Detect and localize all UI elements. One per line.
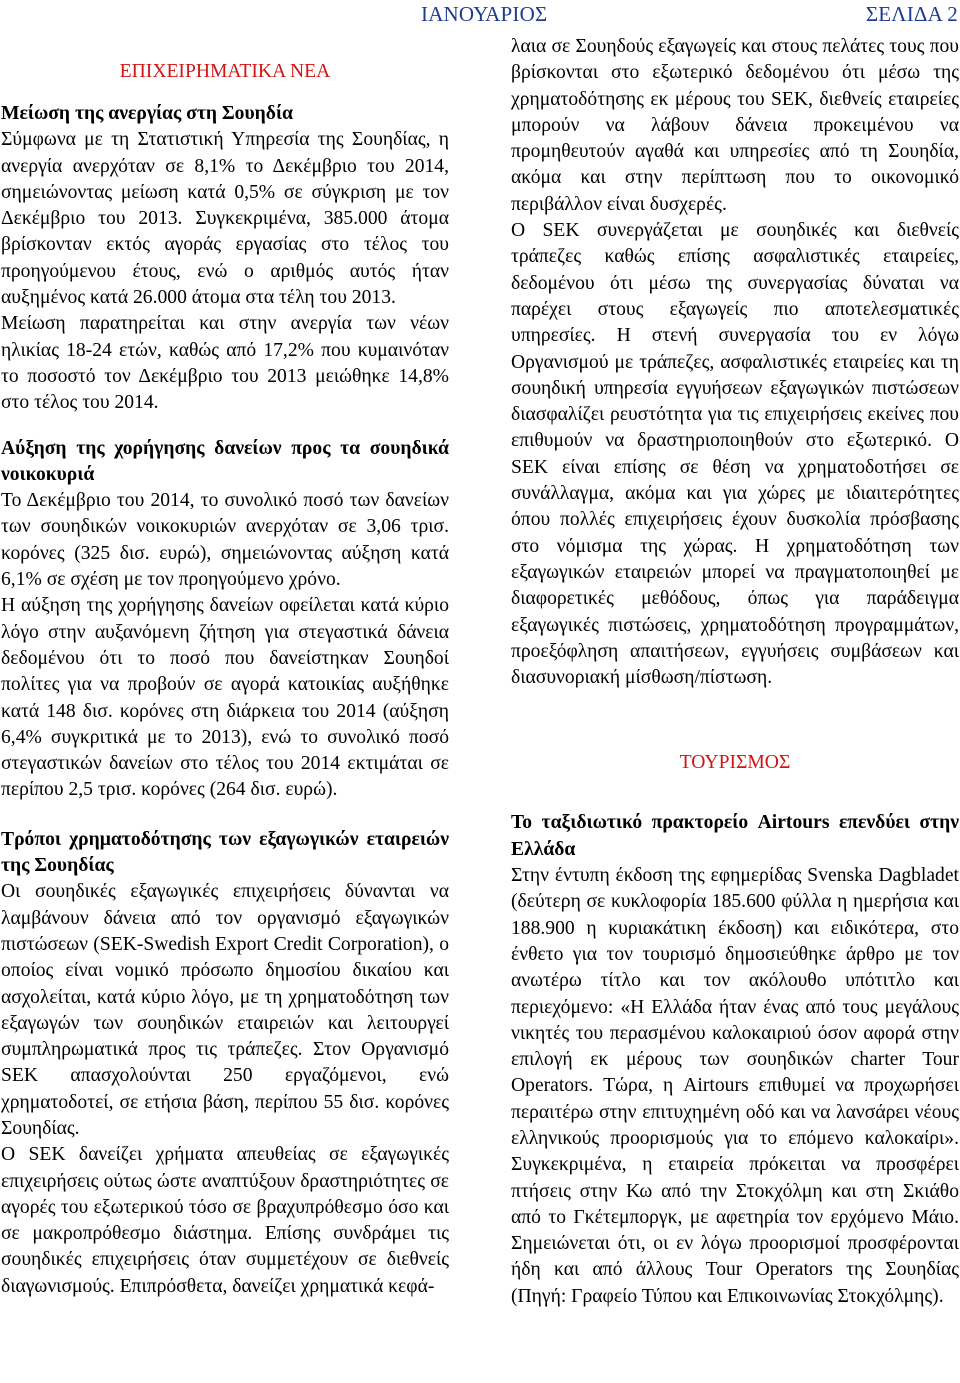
article-export-financing — [1, 827, 449, 1300]
column-spacer — [511, 691, 959, 750]
article-paragraph: Στην έντυπη έκδοση της εφημερίδας Svenska Dagbladet (δεύτερη σε κυκλοφορία 185.600 φύλλα η ημερήσια και 188.900 η κυριακάτικη έκδοση) και ειδικότερα, στο ένθετο για τον τουρισμό δημοσιεύθηκε άρθρο με τον ανωτέρω τίτλο και τον ακόλουθο υπότιτλο και περιεχόμενο: «Η Ελλάδα ήταν ένας από τους μεγάλους νικητές του περασμένου καλοκαιριού όσον αφορά στην επιλογή εκ μέρους των σουηδικών charter Tour Operators. Τώρα, η Airtours επιθυμεί να προχωρήσει περαιτέρω στην επιτυχημένη οδό και να λανσάρει νέους ελληνικούς προορισμούς για το επόμενο καλοκαίρι». Συγκεκριμένα, η εταιρεία πρόκειται να προσφέρει πτήσεις στην Κω από την Στοκχόλμη και στη Σκιάθο από το Γκέτεμποργκ, με αφετηρία τον ερχόμενο Μάιο. Σημειώνεται ότι, οι εν λόγω προορισμοί προσφέρονται ήδη και από άλλους Tour Operators της Σουηδίας (Πηγή: Γραφείο Τύπου και Επικοινωνίας Στοκχόλμης). — [511, 865, 959, 1307]
page-header — [0, 0, 960, 34]
article-paragraph: Η αύξηση της χορήγησης δανείων οφείλεται κατά κύριο λόγο στην αυξανόμενη ζήτηση για στεγαστικά δάνεια δεδομένου ότι το ποσό που δανείστηκαν Σουηδοί πολίτες για να προβούν σε αγορά κατοικίας αυξήθηκε κατά 148 δισ. κορόνες στη διάρκεια του 2014 (αύξηση 6,4% συγκριτικά με το 2013), ενώ το συνολικό ποσό στεγαστικών δανείων στο τέλος του 2014 εκτιμάται σε περίπου 2,5 τρισ. κορόνες (264 δισ. ευρώ). — [1, 595, 449, 801]
article-paragraph: Σύμφωνα με τη Στατιστική Υπηρεσία της Σουηδίας, η ανεργία ανερχόταν σε 8,1% το Δεκέμβριο του 2014, σημειώνοντας μείωση κατά 0,5% σε σύγκριση με τον Δεκέμβριο του 2013. Συγκεκριμένα, 385.000 άτομα βρίσκονταν εκτός αγοράς εργασίας στο τέλος του προηγούμενου έτους, ενώ ο αριθμός αυτός ήταν αυξημένος κατά 26.000 άτομα στα τέλη του 2013. — [1, 129, 449, 309]
header-page-number: ΣΕΛΙΔΑ 2 — [865, 2, 958, 26]
left-column — [1, 34, 449, 1300]
section-title-business-news: ΕΠΙΧΕΙΡΗΜΑΤΙΚΑ ΝΕΑ — [119, 61, 331, 82]
article-paragraph: Μείωση παρατηρείται και στην ανεργία των νέων ηλικίας 18-24 ετών, καθώς από 17,2% που κυμαινόταν το ποσοστό τον Δεκέμβριο του 2013 μειώθηκε 14,8% στο τέλος του 2014. — [1, 313, 449, 414]
article-heading: Τρόποι χρηματοδότησης των εξαγωγικών εταιρειών της Σουηδίας — [1, 828, 449, 877]
article-heading: Αύξηση της χορήγησης δανείων προς τα σουηδικά νοικοκυριά — [1, 437, 449, 485]
article-heading: Μείωση της ανεργίας στη Σουηδία — [1, 103, 293, 124]
section-title-tourism: ΤΟΥΡΙΣΜΟΣ — [679, 752, 791, 774]
right-column — [511, 34, 959, 1310]
article-paragraph: Ο SEK δανείζει χρήματα απευθείας σε εξαγωγικές επιχειρήσεις ούτως ώστε αναπτύξουν δραστηριότητες σε αγορές του εξωτερικού τόσο σε βραχυπρόθεσμο όσο και σε μακροπρόθεσμο διάστημα. Επίσης συνδράμει τις σουηδικές επιχειρήσεις όταν συμμετέχουν σε διεθνείς διαγωνισμούς. Επιπρόσθετα, δανείζει χρηματικά κεφά- — [1, 1144, 449, 1297]
article-heading: Το ταξιδιωτικό πρακτορείο Airtours επενδύει στην Ελλάδα — [511, 812, 959, 860]
article-export-financing-continued — [511, 34, 959, 691]
header-month: ΙΑΝΟΥΑΡΙΟΣ — [421, 2, 548, 26]
article-paragraph: Οι σουηδικές εξαγωγικές επιχειρήσεις δύνανται να λαμβάνουν δάνεια από τον οργανισμό εξαγωγικών πιστώσεων (SEK-Swedish Export Credit Corporation), ο οποίος είναι νομικό πρόσωπο δημοσίου δικαίου και ασχολείται, κατά κύριο λόγο, με τη χρηματοδότηση των εξαγωγών των σουηδικών εταιρειών και λειτουργεί συμπληρωματικά προς τις τράπεζες. Στον Οργανισμό SEK απασχολούνται 250 εργαζόμενοι, ενώ χρηματοδοτεί, σε ετήσια βάση, περίπου 55 δισ. κορόνες Σουηδίας. — [1, 881, 449, 1139]
article-paragraph: λαια σε Σουηδούς εξαγωγείς και στους πελάτες τους που βρίσκονται στο εξωτερικό δεδομένου ότι μέσω της χρηματοδότησης εκ μέρους του SEK, διεθνείς εταιρείες μπορούν να λάβουν δάνεια προκειμένου να προμηθευτούν αγαθά και υπηρεσίες από τη Σουηδία, ακόμα και στην περίπτωση που το οικονομικό περιβάλλον είναι δυσχερές. — [511, 36, 959, 215]
article-airtours — [511, 810, 959, 1310]
article-paragraph: Το Δεκέμβριο του 2014, το συνολικό ποσό των δανείων των σουηδικών νοικοκυριών ανερχόταν σε 3,06 τρισ. κορόνες (325 δισ. ευρώ), σημειώνοντας αύξηση κατά 6,1% σε σχέση με τον προηγούμενο χρόνο. — [1, 490, 449, 591]
article-paragraph: Ο SEK συνεργάζεται με σουηδικές και διεθνείς τράπεζες καθώς επίσης ασφαλιστικές εταιρείες, δεδομένου ότι μέσω της συνεργασίας δύναται να παρέχει στους εξαγωγείς πιο αποτελεσματικές υπηρεσίες. Η στενή συνεργασία του εν λόγω Οργανισμού με τράπεζες, ασφαλιστικές εταιρείες και τη σουηδική υπηρεσία εγγυήσεων εξαγωγικών πιστώσεων διασφαλίζει ρευστότητα για τις επιχειρήσεις εκείνες που επιθυμούν να δραστηριοποιηθούν στο εξωτερικό. Ο SEK είναι επίσης σε θέση να χρηματοδοτήσει σε συνάλλαγμα, ακόμα και για χώρες με ιδιαιτερότητες όπου πολλές επιχειρήσεις έχουν δυσκολία πρόσβασης στο νόμισμα της χώρας. Η χρηματοδότηση των εξαγωγικών εταιρειών μπορεί να πραγματοποιηθεί με διαφορετικές μεθόδους, όπως για παράδειγμα εξαγωγικές πιστώσεις, χρηματοδότηση προγραμμάτων, προεξόφληση απαιτήσεων, εγγυήσεις συμβάσεων και διασυνοριακή μίσθωση/πίστωση. — [511, 220, 959, 689]
article-unemployment — [1, 101, 449, 417]
article-household-loans — [1, 436, 449, 804]
